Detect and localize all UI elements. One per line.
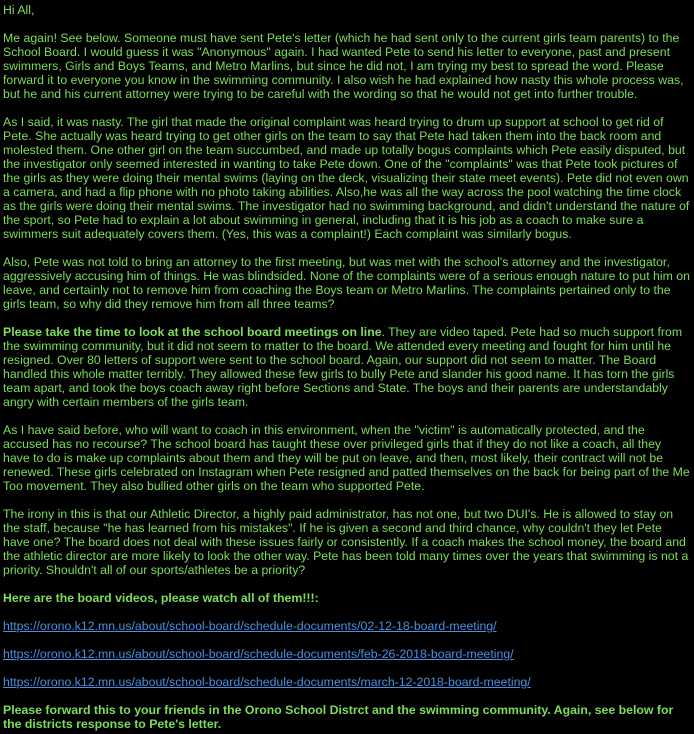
video-link-feb-12[interactable]: https://orono.k12.mn.us/about/school-board/schedule-documents/02-12-18-board-meeting/ — [3, 619, 497, 633]
video-link-feb-26[interactable]: https://orono.k12.mn.us/about/school-board/schedule-documents/feb-26-2018-board-meeting/ — [3, 647, 514, 661]
paragraph-intro: Me again! See below. Someone must have sent Pete's letter (which he had sent only to the current girls team parents) to the School Board. I would guess it was "Anonymous" again. I had wanted Pete to send his letter to everyone, past and present swimmers, Girls and Boys Teams, and Metro Marlins, but since he did not, I am trying my best to spread the word. Please forward it to everyone you know in the swimming community. I also wish he had explained how nasty this whole process was, but he and his current attorney were trying to be careful with the wording so that he would not get into further trouble. — [3, 31, 684, 101]
paragraph-environment: As I have said before, who will want to coach in this environment, when the "victim" is automatically protected, and the accused has no recourse? The school board has taught these over privileged girls that if they do not like a coach, all they have to do is make up complaints about them and they will be put on leave, and then, most likely, their contract will not be renewed. These girls celebrated on Instagram when Pete resigned and patted themselves on the back for being part of the Me Too movement. They also bullied other girls on the team who supported Pete. — [3, 423, 690, 493]
greeting: Hi All, — [3, 3, 35, 17]
video-link-row — [3, 675, 691, 689]
video-link-mar-12[interactable]: https://orono.k12.mn.us/about/school-board/schedule-documents/march-12-2018-board-meeting/ — [3, 675, 531, 689]
videos-heading: Here are the board videos, please watch all of them!!!: — [3, 591, 319, 605]
video-link-row — [3, 647, 691, 661]
paragraph-nasty-process: As I said, it was nasty. The girl that made the original complaint was heard trying to drum up support at school to get rid of Pete. She actually was heard trying to get other girls on the team to say that Pete had taken them into the back room and molested them. One other girl on the team succumbed, and made up totally bogus complaints which Pete easily disputed, but the investigator only seemed interested in wanting to take Pete down. One of the "complaints" was that Pete took pictures of the girls as they were doing their mental swims (laying on the deck, visualizing their state meet events). Pete did not even own a camera, and had a flip phone with no photo taking abilities. Also,he was all the way across the pool watching the time clock as the girls were doing their mental swims. The investigator had no swimming background, and didn't understand the nature of the sport, so Pete had to explain a lot about swimming in general, including that it is his job as a coach to make sure a swimmers suit adequately covers them. (Yes, this was a complaint!) Each complaint was similarly bogus. — [3, 115, 690, 241]
paragraph-attorney: Also, Pete was not told to bring an attorney to the first meeting, but was met with the school's attorney and the investigator, aggressively accusing him of things. He was blindsided. None of the complaints were of a serious enough nature to put him on leave, and certainly not to remove him from coaching the Boys team or Metro Marlins. The complaints pertained only to the girls team, so why did they remove him from all three teams? — [3, 255, 690, 311]
paragraph-board-meetings — [3, 325, 691, 409]
board-meetings-callout: Please take the time to look at the school board meetings on line — [3, 325, 382, 339]
closing-paragraph: Please forward this to your friends in the Orono School Distrct and the swimming community. Again, see below for the districts response to Pete's letter. — [3, 703, 674, 731]
paragraph-athletic-director: The irony in this is that our Athletic Director, a highly paid administrator, has not one, but two DUI's. He is allowed to stay on the staff, because "he has learned from his mistakes". If he is given a second and third chance, why couldn't they let Pete have one? The board does not deal with these issues fairly or consistently. If a coach makes the school money, the board and the athletic director are more likely to look the other way. Pete has been told many times over the years that swimming is not a priority. Shouldn't all of our sports/athletes be a priority? — [3, 507, 689, 577]
board-meetings-text: . They are video taped. Pete had so much support from the swimming community, but it did not seem to matter to the board. We attended every meeting and fought for him until he resigned. Over 80 letters of support were sent to the school board. Again, our support did not seem to matter. The Board handled this whole matter terribly. They allowed these few girls to bully Pete and slander his good name. It has torn the girls team apart, and took the boys coach away right before Sections and State. The boys and their parents are understandably angry with certain members of the girls team. — [3, 325, 683, 409]
video-link-row — [3, 619, 691, 633]
